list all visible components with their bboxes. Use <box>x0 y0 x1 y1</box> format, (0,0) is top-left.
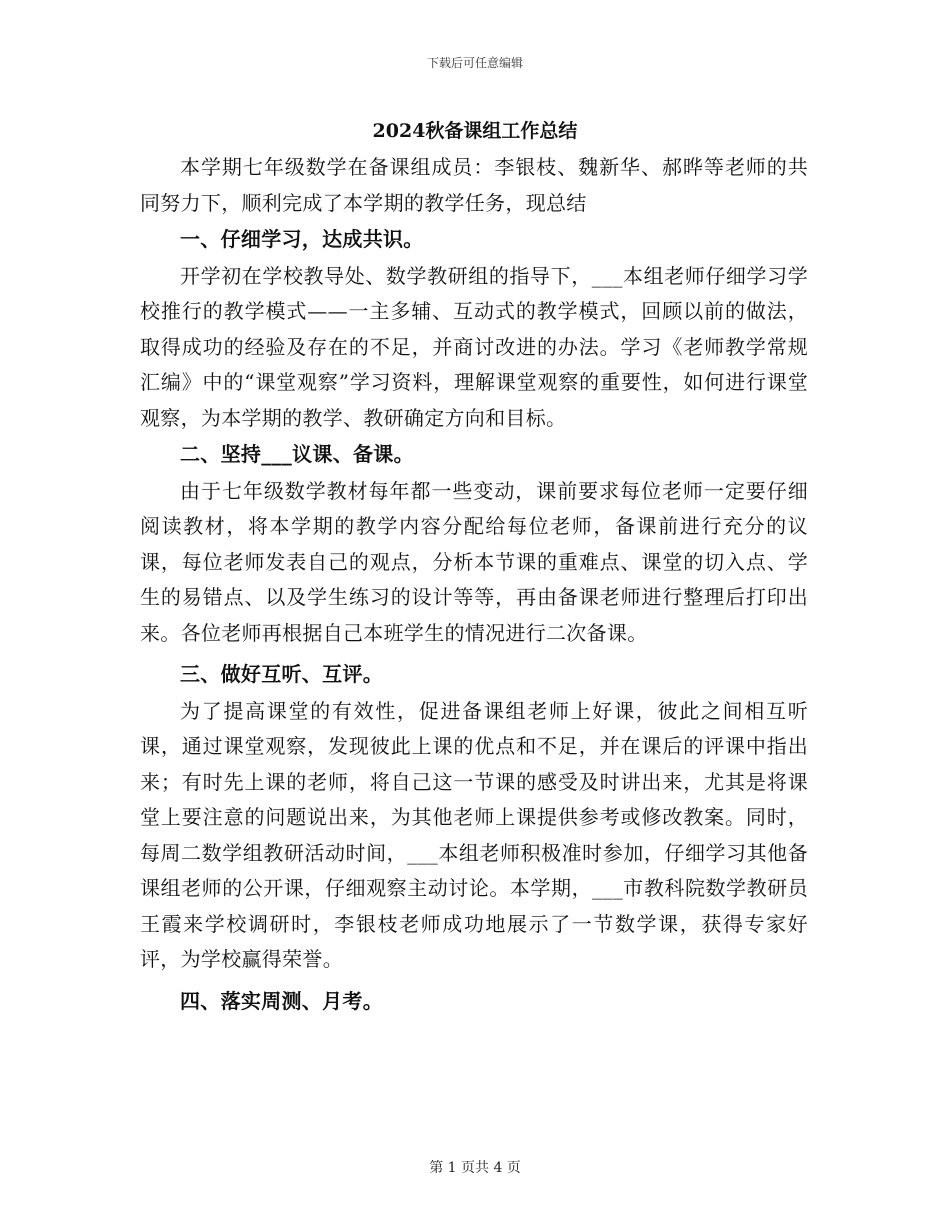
section-paragraph-3: 为了提高课堂的有效性，促进备课组老师上好课，彼此之间相互听课，通过课堂观察，发现彼此上课的优点和不足，并在课后的评课中指出来；有时先上课的老师，将自己这一节课的感受及时讲出来，尤其是将课堂上要注意的问题说出来，为其他老师上课提供参考或修改教案。同时，每周二数学组教研活动时间，___本组老师积极准时参加，仔细学习其他备课组老师的公开课，仔细观察主动讨论。本学期，___市教科院数学教研员王霞来学校调研时，李银枝老师成功地展示了一节数学课，获得专家好评，为学校赢得荣誉。 <box>140 698 808 971</box>
section-heading-3: 三、做好互听、互评。 <box>180 662 383 686</box>
section-heading-1: 一、仔细学习，达成共识。 <box>180 227 424 251</box>
section-paragraph-1: 开学初在学校教导处、数学教研组的指导下，___本组老师仔细学习学校推行的教学模式——一主多辅、互动式的教学模式，回顾以前的做法，取得成功的经验及存在的不足，并商讨改进的办法。学习《老师教学常规汇编》中的“课堂观察”学习资料，理解课堂观察的重要性，如何进行课堂观察，为本学期的教学、教研确定方向和目标。 <box>140 263 808 430</box>
header-note: 下载后可任意编辑 <box>426 56 523 70</box>
section-paragraph-2: 由于七年级数学教材每年都一些变动，课前要求每位老师一定要仔细阅读教材，将本学期的教学内容分配给每位老师，备课前进行充分的议课，每位老师发表自己的观点，分析本节课的重难点、课堂的切入点、学生的易错点、以及学生练习的设计等等，再由备课老师进行整理后打印出来。各位老师再根据自己本班学生的情况进行二次备课。 <box>140 478 808 645</box>
intro-paragraph: 本学期七年级数学在备课组成员：李银枝、魏新华、郝晔等老师的共同努力下，顺利完成了本学期的教学任务，现总结 <box>140 155 808 215</box>
section-heading-2: 二、坚持___议课、备课。 <box>180 442 414 466</box>
document-title: 2024秋备课组工作总结 <box>372 120 578 142</box>
document-body <box>140 150 808 1019</box>
page-footer: 第 1 页共 4 页 <box>429 1160 521 1176</box>
section-heading-4: 四、落实周测、月考。 <box>180 988 383 1013</box>
